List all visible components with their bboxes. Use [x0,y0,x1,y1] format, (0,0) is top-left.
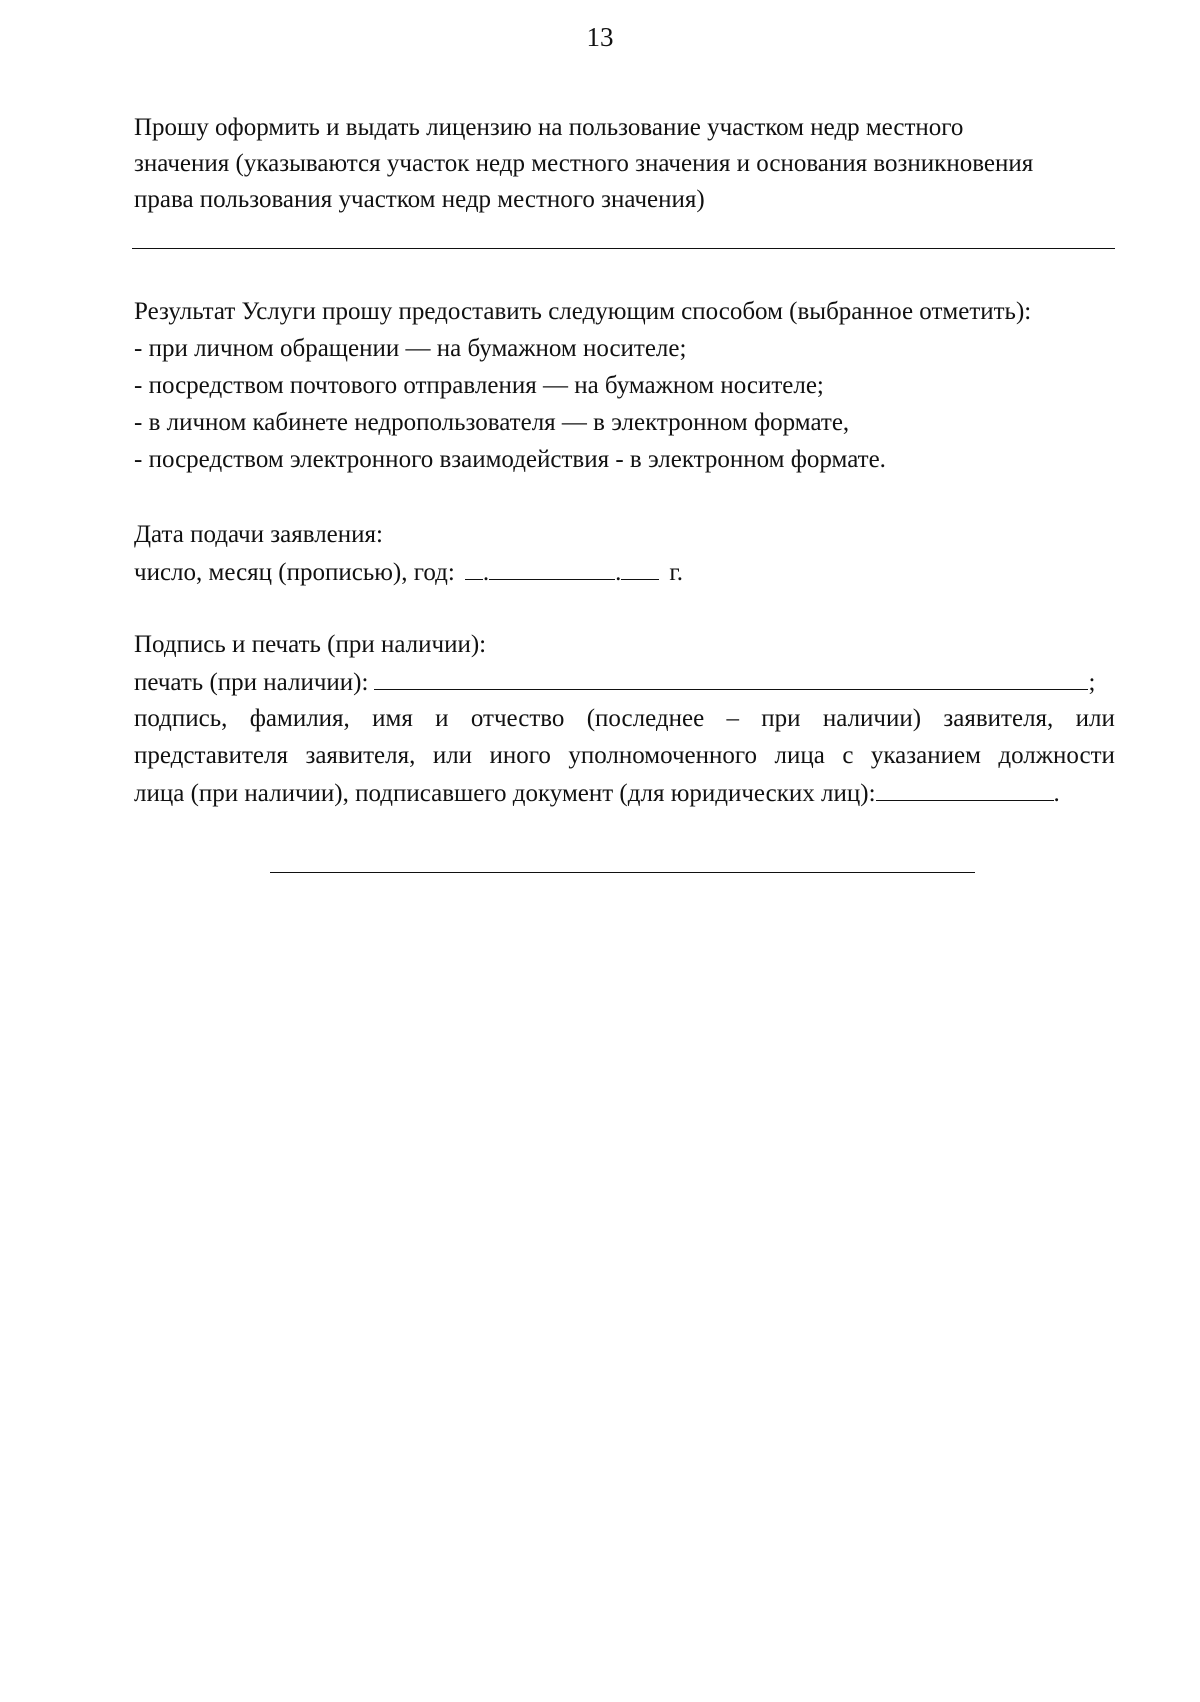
date-heading: Дата подачи заявления: [134,521,383,548]
request-fill-line[interactable] [132,248,1115,249]
word: или [1075,705,1115,732]
signature-field[interactable] [876,780,1054,801]
date-dot-2: . [615,559,622,586]
signature-text-line-3 [134,780,1060,806]
word: при [761,705,801,732]
word: имя [372,705,413,732]
seal-label: печать (при наличии): [134,669,369,696]
word: представителя [134,742,288,769]
word: иного [489,742,551,769]
request-line-2: значения (указываются участок недр местного значения и основания возникновения [134,150,1034,177]
word: с [842,742,854,769]
word: фамилия, [249,705,350,732]
signature-text-line-1 [134,706,1115,731]
date-year-suffix: г. [669,559,684,586]
date-label: число, месяц (прописью), год: [134,559,455,586]
seal-field[interactable] [374,669,1088,690]
date-month-field[interactable] [489,559,615,580]
signature-text-line-2 [134,743,1115,768]
signature-heading: Подпись и печать (при наличии): [134,631,487,658]
word: уполномоченного [568,742,758,769]
seal-line [134,669,1095,695]
result-option-2[interactable]: - посредством почтового отправления — на бумажном носителе; [134,372,824,399]
word: подпись, [134,705,228,732]
word: или [432,742,473,769]
date-day-field[interactable] [465,559,483,580]
seal-end: ; [1088,669,1096,696]
page-number: 13 [586,22,614,52]
word: должности [998,742,1115,769]
request-line-1: Прошу оформить и выдать лицензию на пользование участком недр местного [134,114,964,141]
date-dot-1: . [482,559,490,586]
word: заявителя, [943,705,1054,732]
signature-line-3-end: . [1053,780,1060,807]
word: и [435,705,449,732]
signature-line-3-text: лица (при наличии), подписавшего документ (для юридических лиц): [134,780,876,807]
result-method-heading: Результат Услуги прошу предоставить следующим способом (выбранное отметить): [134,298,1032,325]
date-year-field[interactable] [621,559,659,580]
word: – [726,705,739,732]
word: наличии) [822,705,922,732]
date-line [134,559,683,585]
word: заявителя, [305,742,416,769]
result-option-3[interactable]: - в личном кабинете недропользователя — в электронном формате, [134,409,850,436]
closing-rule [270,872,975,873]
word: указанием [870,742,981,769]
word: отчество [470,705,565,732]
word: лица [774,742,825,769]
result-option-1[interactable]: - при личном обращении — на бумажном носителе; [134,335,687,362]
result-option-4[interactable]: - посредством электронного взаимодействия - в электронном формате. [134,446,886,473]
word: (последнее [586,705,705,732]
request-line-3: права пользования участком недр местного значения) [134,186,705,213]
